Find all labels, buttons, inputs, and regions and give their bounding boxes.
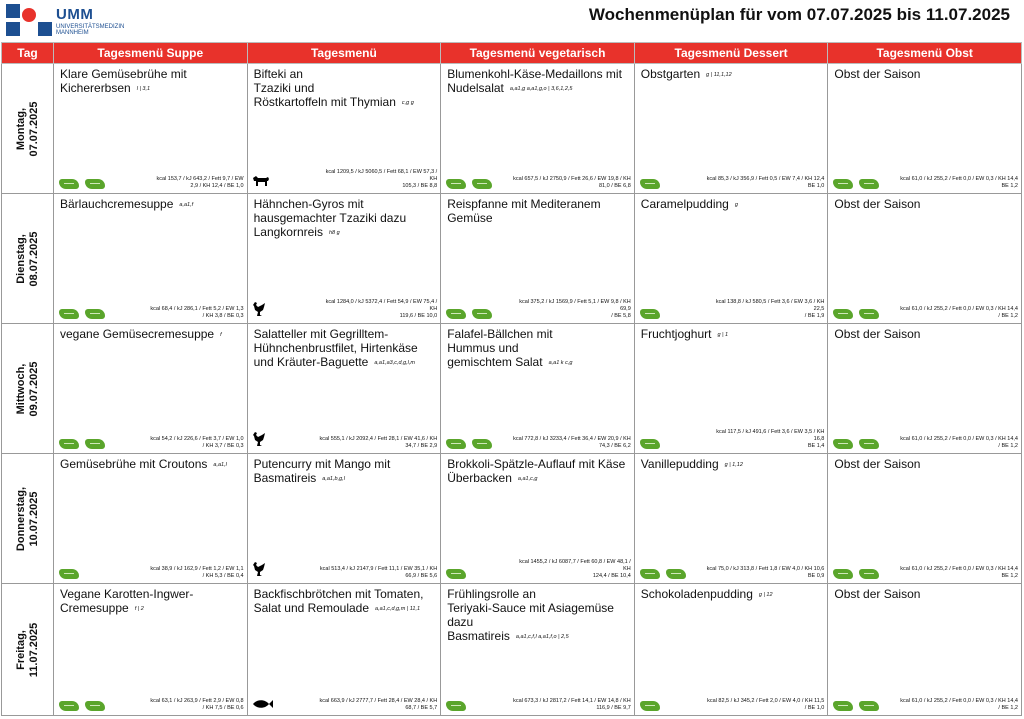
- allergen-codes: a,a1,b,g,l: [322, 476, 345, 482]
- leaf-icon: [59, 179, 79, 189]
- dish-line: Klare Gemüsebrühe mit: [60, 67, 187, 81]
- dish-line: Hühnchenbrustfilet, Hirtenkäse: [253, 341, 418, 355]
- dish-title: [641, 327, 824, 342]
- nutrition-info: [319, 299, 437, 320]
- vegetarian-icons: [59, 569, 79, 579]
- page-title: Wochenmenüplan für vom 07.07.2025 bis 11.07.2025: [588, 5, 1010, 24]
- dish-line: vegane Gemüsecremesuppe f: [60, 327, 222, 341]
- nutrition-line-1: kcal 513,4 / kJ 2147,9 / Fett 11,1 / EW 35,1 / KH: [319, 566, 438, 572]
- vegetarian-icons: [833, 309, 879, 319]
- nutrition-line-1: kcal 663,9 / kJ 2777,7 / Fett 28,4 / EW 28,4 / KH: [319, 698, 438, 704]
- dish-line: Teriyaki-Sauce mit Asiagemüse: [447, 601, 614, 615]
- dish-title: [254, 197, 437, 240]
- leaf-icon: [666, 569, 686, 579]
- leaf-icon: [833, 569, 853, 579]
- logo-square-blue-1: [6, 4, 20, 18]
- nutrition-line-1: kcal 673,3 / kJ 2817,2 / Fett 14,1 / EW 14,8 / KH: [513, 698, 631, 704]
- day-row: [2, 584, 1022, 716]
- nutrition-info: [706, 176, 824, 190]
- dish-line: Basmatireis a,a1,c,f,l a,a1,f,o | 2,5: [447, 629, 569, 643]
- allergen-codes: a,a1,c,d,g,m | 11,1: [375, 606, 421, 612]
- dish-title: [641, 197, 824, 212]
- menu-cell: [634, 64, 828, 194]
- menu-cell: [634, 454, 828, 584]
- day-name: Mittwoch,: [14, 363, 27, 414]
- vegetarian-icons: [833, 569, 879, 579]
- dish-line: Obst der Saison: [834, 197, 921, 211]
- nutrition-line-2: / KH 7,5 / BE 0,6: [202, 705, 244, 711]
- logo-square-blue-2: [6, 22, 20, 36]
- leaf-icon: [446, 179, 466, 189]
- logo-sub-line-1: UNIVERSITÄTSMEDIZIN: [56, 24, 125, 30]
- leaf-icon: [59, 701, 79, 711]
- nutrition-info: [900, 436, 1018, 450]
- nutrition-info: [319, 698, 437, 712]
- allergen-codes: h8 g: [328, 230, 340, 236]
- nutrition-line-1: kcal 375,2 / kJ 1569,9 / Fett 5,1 / EW 9,8 / KH 69,9: [519, 299, 631, 312]
- nutrition-info: [706, 698, 824, 712]
- nutrition-line-1: kcal 75,0 / kJ 313,8 / Fett 1,8 / EW 4,0 / KH 10,6: [706, 566, 825, 572]
- nutrition-line-2: BE 1,2: [1001, 183, 1018, 189]
- nutrition-line-1: kcal 61,0 / kJ 255,2 / Fett 0,0 / EW 0,3 / KH 14,4: [900, 306, 1018, 312]
- allergen-codes: a,a1,l: [213, 462, 227, 468]
- dish-line: Backfischbrötchen mit Tomaten,: [253, 587, 424, 601]
- nutrition-line-2: / KH 3,7 / BE 0,3: [202, 443, 244, 449]
- day-row: [2, 194, 1022, 324]
- nutrition-line-2: 81,0 / BE 6,8: [598, 183, 631, 189]
- dish-line: Hummus und: [447, 341, 519, 355]
- menu-cell: [54, 584, 248, 716]
- leaf-icon: [833, 439, 853, 449]
- dish-line: Bärlauchcremesuppe a,a1,f: [60, 197, 194, 211]
- dish-line: Bifteki an: [253, 67, 303, 81]
- nutrition-info: [706, 429, 824, 450]
- vegetarian-icons: [446, 179, 492, 189]
- logo-square-blue-3: [38, 22, 52, 36]
- day-row: [2, 324, 1022, 454]
- day-cell: [2, 454, 54, 584]
- dish-title: [60, 67, 243, 96]
- dish-line: Salat und Remoulade a,a1,c,d,g,m | 11,1: [253, 601, 421, 615]
- leaf-icon: [833, 701, 853, 711]
- nutrition-line-2: BE 0,9: [807, 573, 825, 579]
- allergen-codes: g | 11,1,12: [706, 72, 732, 78]
- nutrition-line-2: 68,7 / BE 5,7: [405, 705, 438, 711]
- allergen-codes: f: [220, 332, 222, 338]
- leaf-icon: [859, 179, 879, 189]
- leaf-icon: [859, 309, 879, 319]
- vegetarian-icons: [640, 309, 660, 319]
- nutrition-line-2: 2,9 / KH 12,4 / BE 1,0: [190, 183, 244, 189]
- day-row: [2, 64, 1022, 194]
- dish-line: Kichererbsen l | 3,1: [60, 81, 151, 95]
- nutrition-line-1: kcal 61,0 / kJ 255,2 / Fett 0,0 / EW 0,3 / KH 14,4: [900, 436, 1018, 442]
- nutrition-line-1: kcal 85,3 / kJ 356,9 / Fett 0,5 / EW 7,4 / KH 12,4: [706, 176, 825, 182]
- allergen-codes: a,a1,a3,c,d,g,l,m: [374, 360, 416, 366]
- day-cell: [2, 584, 54, 716]
- dish-title: [60, 327, 243, 342]
- leaf-icon: [472, 439, 492, 449]
- nutrition-line-1: kcal 61,0 / kJ 255,2 / Fett 0,0 / EW 0,3 / KH 14,4: [900, 698, 1018, 704]
- menu-cell: [441, 64, 635, 194]
- nutrition-line-1: kcal 772,8 / kJ 3233,4 / Fett 36,4 / EW 20,9 / KH: [513, 436, 631, 442]
- vegetarian-icons: [59, 179, 105, 189]
- logo-sub-line-2: MANNHEIM: [56, 30, 89, 36]
- col-header-tag: Tag: [2, 43, 54, 64]
- dish-line: Frühlingsrolle an: [447, 587, 536, 601]
- dish-line: Obstgarten g | 11,1,12: [640, 67, 732, 81]
- vegetarian-icons: [59, 309, 105, 319]
- allergen-codes: l | 3,1: [136, 86, 151, 92]
- dish-title: [447, 197, 630, 225]
- menu-cell: [828, 64, 1022, 194]
- nutrition-line-2: / BE 1,2: [998, 443, 1018, 449]
- col-header-tagesmenue: Tagesmenü: [247, 43, 441, 64]
- nutrition-line-2: BE 1,2: [1001, 573, 1018, 579]
- dish-line: Brokkoli-Spätzle-Auflauf mit Käse: [447, 457, 626, 471]
- dish-title: [834, 67, 1017, 81]
- day-date: 09.07.2025: [27, 360, 40, 417]
- allergen-codes: a,a1,c,g: [517, 476, 538, 482]
- menu-cell: [247, 194, 441, 324]
- vegetarian-icons: [640, 569, 686, 579]
- dish-line: Gemüsebrühe mit Croutons a,a1,l: [60, 457, 227, 471]
- nutrition-line-2: BE 1,0: [807, 183, 825, 189]
- dish-line: Obst der Saison: [834, 457, 921, 471]
- nutrition-line-2: 74,3 / BE 6,2: [598, 443, 631, 449]
- nutrition-line-2: / BE 1,0: [804, 705, 825, 711]
- menu-cell: [828, 324, 1022, 454]
- dish-line: Überbacken a,a1,c,g: [447, 471, 538, 485]
- dish-line: Cremesuppe f | 2: [60, 601, 144, 615]
- leaf-icon: [59, 309, 79, 319]
- day-label: [15, 622, 41, 676]
- allergen-codes: a,a1,g a,a1,g,o | 3,6,1,2,5: [509, 86, 573, 92]
- menu-table: [1, 42, 1022, 716]
- nutrition-info: [513, 176, 631, 190]
- leaf-icon: [446, 701, 466, 711]
- nutrition-line-2: / KH 3,8 / BE 0,3: [202, 313, 244, 319]
- dish-title: [254, 457, 437, 486]
- vegetarian-icons: [833, 701, 879, 711]
- vegetarian-icons: [640, 179, 660, 189]
- menu-cell: [634, 324, 828, 454]
- allergen-codes: a,a1,f: [179, 202, 194, 208]
- nutrition-line-2: / BE 1,2: [998, 705, 1018, 711]
- nutrition-info: [126, 698, 244, 712]
- umm-logo: [4, 4, 124, 38]
- leaf-icon: [446, 309, 466, 319]
- nutrition-info: [513, 559, 631, 580]
- nutrition-info: [706, 299, 824, 320]
- dish-line: Hähnchen-Gyros mit: [253, 197, 364, 211]
- logo-subtitle: [56, 24, 124, 36]
- dish-title: [447, 67, 630, 96]
- nutrition-info: [900, 176, 1018, 190]
- leaf-icon: [859, 439, 879, 449]
- dish-title: [834, 587, 1017, 601]
- day-label: [15, 101, 41, 156]
- day-name: Montag,: [14, 107, 27, 150]
- dish-line: Obst der Saison: [834, 587, 921, 601]
- allergen-codes: c,g g: [401, 100, 414, 106]
- leaf-icon: [85, 179, 105, 189]
- menu-cell: [634, 584, 828, 716]
- leaf-icon: [640, 309, 660, 319]
- leaf-icon: [85, 439, 105, 449]
- day-label: [15, 361, 41, 416]
- nutrition-line-1: kcal 82,5 / kJ 345,2 / Fett 2,0 / EW 4,0 / KH 11,5: [707, 698, 825, 704]
- dish-line: Caramelpudding g: [640, 197, 738, 211]
- col-header-dessert: Tagesmenü Dessert: [634, 43, 828, 64]
- menu-cell: [247, 64, 441, 194]
- nutrition-line-1: kcal 153,7 / kJ 643,2 / Fett 9,7 / EW: [156, 176, 244, 182]
- dish-title: [447, 327, 630, 370]
- allergen-codes: f | 2: [134, 606, 144, 612]
- day-cell: [2, 64, 54, 194]
- col-header-obst: Tagesmenü Obst: [828, 43, 1022, 64]
- nutrition-line-1: kcal 555,1 / kJ 2092,4 / Fett 28,1 / EW 41,6 / KH: [319, 436, 438, 442]
- allergen-codes: a,a1 k c,g: [548, 360, 573, 366]
- day-date: 11.07.2025: [27, 622, 40, 677]
- dish-line: Nudelsalat a,a1,g a,a1,g,o | 3,6,1,2,5: [447, 81, 573, 95]
- nutrition-line-1: kcal 61,0 / kJ 255,2 / Fett 0,0 / EW 0,3 / KH 14,4: [900, 176, 1018, 182]
- day-name: Dienstag,: [14, 233, 27, 284]
- nutrition-line-2: / KH 5,3 / BE 0,4: [202, 573, 244, 579]
- nutrition-line-1: kcal 68,4 / kJ 286,1 / Fett 5,2 / EW 1,3: [150, 306, 244, 312]
- nutrition-line-2: 105,3 / BE 8,8: [402, 183, 438, 189]
- day-name: Freitag,: [14, 629, 27, 670]
- nutrition-line-1: kcal 1209,5 / kJ 5060,5 / Fett 68,1 / EW 57,3 / KH: [325, 169, 438, 182]
- menu-cell: [441, 324, 635, 454]
- day-label: [15, 486, 41, 550]
- nutrition-line-1: kcal 54,2 / kJ 226,6 / Fett 3,7 / EW 1,0: [150, 436, 244, 442]
- leaf-icon: [640, 701, 660, 711]
- dish-line: Gemüse: [447, 211, 493, 225]
- dish-title: [254, 327, 437, 370]
- dish-title: [254, 587, 437, 616]
- dish-title: [254, 67, 437, 110]
- nutrition-info: [900, 566, 1018, 580]
- nutrition-info: [126, 176, 244, 190]
- leaf-icon: [833, 309, 853, 319]
- dish-line: Vegane Karotten-Ingwer-: [60, 587, 194, 601]
- leaf-icon: [640, 179, 660, 189]
- nutrition-line-1: kcal 1455,2 / kJ 6087,7 / Fett 60,8 / EW 48,1 / KH: [519, 559, 631, 572]
- nutrition-line-2: 66,9 / BE 5,6: [405, 573, 438, 579]
- vegetarian-icons: [59, 701, 105, 711]
- nutrition-line-1: kcal 1284,0 / kJ 5372,4 / Fett 54,9 / EW 75,4 / KH: [325, 299, 438, 312]
- menu-cell: [828, 454, 1022, 584]
- dish-title: [834, 457, 1017, 471]
- nutrition-info: [513, 436, 631, 450]
- day-label: [15, 231, 41, 286]
- menu-cell: [441, 454, 635, 584]
- dish-line: Putencurry mit Mango mit: [253, 457, 391, 471]
- allergen-codes: g | 1,12: [724, 462, 743, 468]
- day-date: 07.07.2025: [27, 100, 40, 157]
- menu-cell: [828, 584, 1022, 716]
- dish-line: Obst der Saison: [834, 67, 921, 81]
- menu-cell: [441, 584, 635, 716]
- menu-cell: [54, 454, 248, 584]
- nutrition-info: [319, 436, 437, 450]
- menu-cell: [441, 194, 635, 324]
- nutrition-line-1: kcal 657,5 / kJ 2750,9 / Fett 26,6 / EW 19,8 / KH: [513, 176, 631, 182]
- nutrition-info: [126, 436, 244, 450]
- menu-cell: [247, 454, 441, 584]
- vegetarian-icons: [833, 439, 879, 449]
- dish-line: Reispfanne mit Mediteranem: [447, 197, 601, 211]
- day-name: Donnerstag,: [14, 486, 27, 551]
- day-row: [2, 454, 1022, 584]
- leaf-icon: [859, 701, 879, 711]
- fish-icon: [252, 697, 274, 711]
- dish-title: [60, 587, 243, 616]
- menu-cell: [54, 194, 248, 324]
- dish-line: Vanillepudding g | 1,12: [640, 457, 743, 471]
- nutrition-info: [513, 299, 631, 320]
- dish-line: hausgemachter Tzaziki dazu: [253, 211, 407, 225]
- vegetarian-icons: [446, 439, 492, 449]
- leaf-icon: [472, 179, 492, 189]
- dish-line: Fruchtjoghurt g | 1: [640, 327, 729, 341]
- logo-name: UMM: [56, 6, 94, 23]
- vegetarian-icons: [640, 701, 660, 711]
- nutrition-info: [126, 566, 244, 580]
- menu-cell: [247, 584, 441, 716]
- rooster-icon: [252, 301, 266, 319]
- leaf-icon: [59, 439, 79, 449]
- dish-line: Langkornreis h8 g: [253, 225, 340, 239]
- leaf-icon: [59, 569, 79, 579]
- leaf-icon: [640, 569, 660, 579]
- dish-title: [641, 587, 824, 602]
- col-header-suppe: Tagesmenü Suppe: [54, 43, 248, 64]
- nutrition-line-2: 124,4 / BE 10,4: [592, 573, 631, 579]
- allergen-codes: g: [734, 202, 738, 208]
- dish-line: gemischtem Salat a,a1 k c,g: [447, 355, 573, 369]
- nutrition-info: [126, 306, 244, 320]
- allergen-codes: g | 12: [758, 592, 773, 598]
- nutrition-info: [319, 169, 437, 190]
- nutrition-line-1: kcal 61,0 / kJ 255,2 / Fett 0,0 / EW 0,3 / KH 14,4: [900, 566, 1018, 572]
- nutrition-info: [706, 566, 824, 580]
- nutrition-info: [513, 698, 631, 712]
- vegetarian-icons: [59, 439, 105, 449]
- header-row: [2, 43, 1022, 64]
- dish-line: Falafel-Bällchen mit: [447, 327, 553, 341]
- dish-title: [60, 197, 243, 212]
- menu-cell: [828, 194, 1022, 324]
- nutrition-line-1: kcal 63,1 / kJ 263,9 / Fett 2,9 / EW 0,8: [150, 698, 244, 704]
- menu-cell: [634, 194, 828, 324]
- dish-line: Tzaziki und: [253, 81, 315, 95]
- dish-line: und Kräuter-Baguette a,a1,a3,c,d,g,l,m: [253, 355, 416, 369]
- leaf-icon: [833, 179, 853, 189]
- dish-title: [641, 67, 824, 82]
- logo-square-red: [22, 8, 36, 22]
- vegetarian-icons: [446, 569, 466, 579]
- leaf-icon: [859, 569, 879, 579]
- nutrition-line-1: kcal 117,5 / kJ 491,6 / Fett 3,6 / EW 3,5 / KH 16,8: [716, 429, 825, 442]
- leaf-icon: [446, 569, 466, 579]
- dish-title: [834, 197, 1017, 211]
- menu-cell: [54, 324, 248, 454]
- vegetarian-icons: [446, 309, 492, 319]
- vegetarian-icons: [446, 701, 466, 711]
- nutrition-line-2: 119,6 / BE 10,0: [399, 313, 438, 319]
- dish-line: Röstkartoffeln mit Thymian c,g g: [253, 95, 414, 109]
- nutrition-line-2: 34,7 / BE 2,9: [405, 443, 438, 449]
- day-cell: [2, 324, 54, 454]
- nutrition-info: [900, 306, 1018, 320]
- leaf-icon: [85, 701, 105, 711]
- dish-title: [447, 587, 630, 644]
- nutrition-line-2: 116,9 / BE 9,7: [596, 705, 631, 711]
- nutrition-line-2: / BE 5,8: [611, 313, 631, 319]
- nutrition-line-2: BE 1,4: [807, 443, 825, 449]
- vegetarian-icons: [640, 439, 660, 449]
- dish-title: [834, 327, 1017, 341]
- allergen-codes: g | 1: [717, 332, 729, 338]
- dish-line: dazu: [447, 615, 474, 629]
- nutrition-info: [319, 566, 437, 580]
- vegetarian-icons: [833, 179, 879, 189]
- rooster-icon: [252, 431, 266, 449]
- dish-line: Blumenkohl-Käse-Medaillons mit: [447, 67, 622, 81]
- dish-line: Salatteller mit Gegrilltem-: [253, 327, 389, 341]
- leaf-icon: [85, 309, 105, 319]
- allergen-codes: a,a1,c,f,l a,a1,f,o | 2,5: [515, 634, 569, 640]
- nutrition-line-2: / BE 1,2: [998, 313, 1018, 319]
- dish-line: Basmatireis a,a1,b,g,l: [253, 471, 345, 485]
- dish-line: Schokoladenpudding g | 12: [640, 587, 773, 601]
- dish-title: [60, 457, 243, 472]
- nutrition-info: [900, 698, 1018, 712]
- menu-cell: [54, 64, 248, 194]
- leaf-icon: [640, 439, 660, 449]
- nutrition-line-1: kcal 38,9 / kJ 162,9 / Fett 1,2 / EW 1,1: [150, 566, 244, 572]
- rooster-icon: [252, 561, 266, 579]
- dish-line: Obst der Saison: [834, 327, 921, 341]
- day-cell: [2, 194, 54, 324]
- dish-title: [447, 457, 630, 486]
- leaf-icon: [472, 309, 492, 319]
- day-date: 08.07.2025: [27, 230, 40, 287]
- leaf-icon: [446, 439, 466, 449]
- menu-cell: [247, 324, 441, 454]
- nutrition-line-2: / BE 1,9: [804, 313, 825, 319]
- cow-icon: [252, 175, 270, 189]
- day-date: 10.07.2025: [27, 490, 40, 547]
- dish-title: [641, 457, 824, 472]
- nutrition-line-1: kcal 138,8 / kJ 580,5 / Fett 3,6 / EW 3,6 / KH 22,5: [715, 299, 825, 312]
- col-header-vegetarisch: Tagesmenü vegetarisch: [441, 43, 635, 64]
